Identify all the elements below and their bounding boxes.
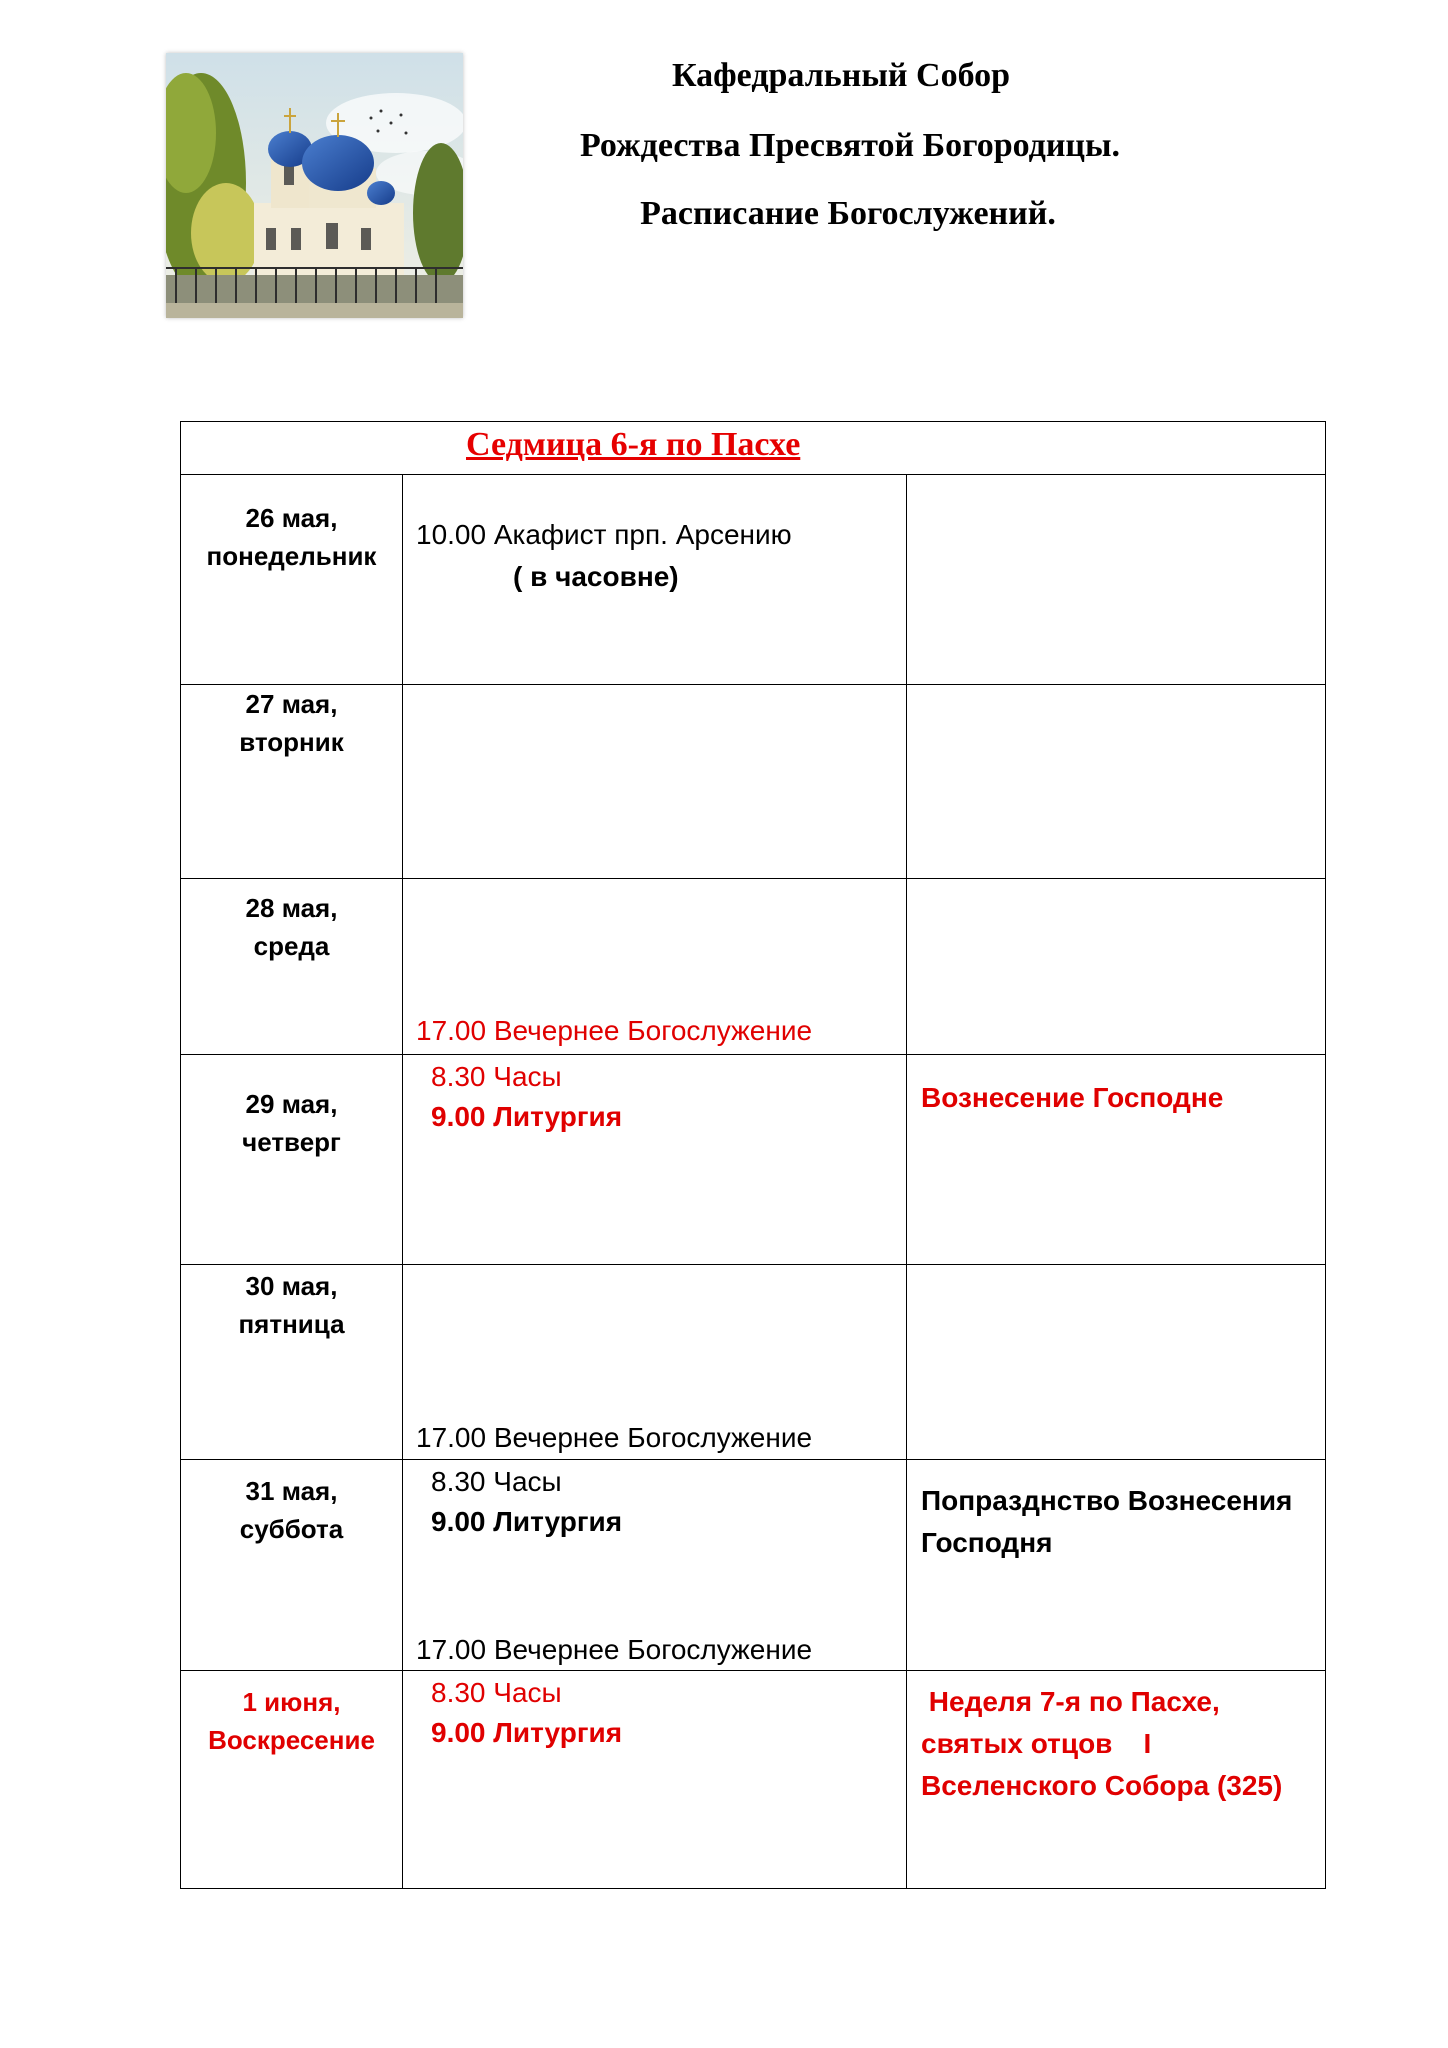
header-line-1: Кафедральный Собор bbox=[671, 57, 1011, 94]
day-date: 30 мая, bbox=[245, 1271, 338, 1301]
day-date: 28 мая, bbox=[245, 893, 338, 923]
day-weekday: Воскресение bbox=[208, 1725, 375, 1755]
date-cell bbox=[181, 879, 403, 1055]
evening-service: 17.00 Вечернее Богослужение bbox=[416, 1422, 813, 1453]
week-row bbox=[181, 422, 1326, 475]
services-cell bbox=[403, 1671, 907, 1889]
service-line: 8.30 Часы bbox=[431, 1677, 562, 1708]
day-date: 1 июня, bbox=[242, 1687, 341, 1717]
services-cell bbox=[403, 1055, 907, 1265]
day-label bbox=[181, 1671, 402, 1759]
feast-cell bbox=[907, 685, 1326, 879]
evening-service: 17.00 Вечернее Богослужение bbox=[416, 1015, 813, 1046]
evening-service: 17.00 Вечернее Богослужение bbox=[416, 1634, 813, 1665]
service-line: 9.00 Литургия bbox=[431, 1506, 623, 1537]
feast-cell bbox=[907, 1055, 1326, 1265]
services-cell bbox=[403, 685, 907, 879]
service-line: 8.30 Часы bbox=[431, 1466, 562, 1497]
table-row bbox=[181, 1460, 1326, 1671]
cathedral-photo bbox=[166, 53, 463, 318]
week-cell bbox=[181, 422, 1326, 475]
day-label bbox=[181, 1055, 402, 1161]
day-date: 27 мая, bbox=[245, 689, 338, 719]
day-date: 31 мая, bbox=[245, 1476, 338, 1506]
week-title: Седмица 6-я по Пасхе bbox=[466, 426, 801, 463]
date-cell bbox=[181, 1265, 403, 1460]
day-weekday: четверг bbox=[242, 1127, 341, 1157]
feast-text: Неделя 7-я по Пасхе, святых отцов I Вселенского Собора (325) bbox=[921, 1686, 1283, 1801]
services-cell bbox=[403, 1265, 907, 1460]
date-cell bbox=[181, 1671, 403, 1889]
day-label bbox=[181, 475, 402, 575]
feast-cell bbox=[907, 1265, 1326, 1460]
day-weekday: вторник bbox=[239, 727, 344, 757]
day-weekday: среда bbox=[253, 931, 330, 961]
table-row bbox=[181, 685, 1326, 879]
table-row bbox=[181, 1265, 1326, 1460]
services-cell bbox=[403, 475, 907, 685]
date-cell bbox=[181, 1055, 403, 1265]
day-date: 29 мая, bbox=[245, 1089, 338, 1119]
date-cell bbox=[181, 685, 403, 879]
feast-text: Попразднство Вознесения Господня bbox=[921, 1485, 1293, 1558]
table-row bbox=[181, 1671, 1326, 1889]
service-line: 10.00 Акафист прп. Арсению bbox=[416, 519, 792, 550]
services-cell bbox=[403, 1460, 907, 1671]
service-note: ( в часовне) bbox=[513, 561, 679, 592]
table-row bbox=[181, 475, 1326, 685]
feast-text: Вознесение Господне bbox=[921, 1082, 1224, 1113]
service-line: 9.00 Литургия bbox=[431, 1101, 623, 1132]
feast-cell bbox=[907, 1671, 1326, 1889]
day-label bbox=[181, 1265, 402, 1343]
header-line-3: Расписание Богослужений. bbox=[640, 195, 1056, 232]
day-label bbox=[181, 685, 402, 761]
feast-cell bbox=[907, 475, 1326, 685]
day-date: 26 мая, bbox=[245, 503, 338, 533]
date-cell bbox=[181, 475, 403, 685]
schedule-table bbox=[180, 421, 1326, 1889]
date-cell bbox=[181, 1460, 403, 1671]
feast-cell bbox=[907, 1460, 1326, 1671]
day-weekday: пятница bbox=[238, 1309, 345, 1339]
service-line: 9.00 Литургия bbox=[431, 1717, 623, 1748]
feast-cell bbox=[907, 879, 1326, 1055]
services-cell bbox=[403, 879, 907, 1055]
day-label bbox=[181, 879, 402, 965]
day-weekday: суббота bbox=[239, 1514, 344, 1544]
table-row bbox=[181, 879, 1326, 1055]
service-line: 8.30 Часы bbox=[431, 1061, 562, 1092]
day-label bbox=[181, 1460, 402, 1548]
table-row bbox=[181, 1055, 1326, 1265]
day-weekday: понедельник bbox=[206, 541, 377, 571]
header-line-2: Рождества Пресвятой Богородицы. bbox=[579, 127, 1121, 164]
